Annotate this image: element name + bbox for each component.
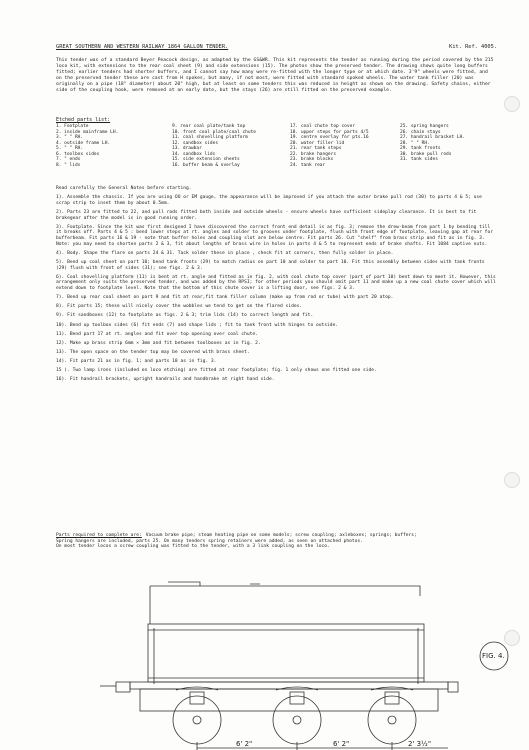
part-item: 30. brake pull rods bbox=[400, 151, 452, 157]
part-item: 13. drawbar bbox=[172, 146, 202, 151]
document-header bbox=[56, 44, 497, 54]
required-parts-line: Spring hangers are included, parts 25. On many tenders spring retainers were added, as seen on attached photos. bbox=[56, 538, 363, 544]
part-item: 23. brake blocks bbox=[290, 157, 334, 162]
part-item: 29. tank fronts bbox=[400, 146, 441, 151]
intro-paragraph: This tender was of a standard Beyer Peacock design, as adapted by the GS&WR. This kit represents the tender as running during the period covered by the 215 loco kit, with extensions to the rear coal sheet (9) and side extensions (15). The photos show the preserved tender. The drawing shows quite long buffers fitted; earlier tenders had shorter buffers, and I cannot say how many were re-fitted with the longer type or at which date. 3'9" wheels were fitted, and on the preserved tender these are cast from H spokes, but many, if not most, were fitted with standard spoked wheels. The water tank filler (20) was originally on a pipe (18" diameter) about 20" high, but at least on some tenders this was reduced in height as shown on the drawing. Safety chains, either side of the coupling hook, were removed at an early date, but the stays (26) are still fitted on the preserved example. bbox=[56, 58, 494, 93]
wheel-hub bbox=[193, 716, 201, 724]
parts-column-4 bbox=[400, 124, 465, 163]
figure-label: FIG. 4. bbox=[482, 652, 505, 660]
note-paragraph: 3). Footplate. Since the kit was first designed I have discovered the correct front end detail is as fig. 3; remove the drew-beam from part 1 by bending till it breaks off. Parts 4 & 5 : bend lower steps at rt. angles and solder to grooves under footplate, flush with front edge of footplate, leaving gap at rear for bufferbeam. Fit parts 16 & 19 - note that buffer holes and coupling slot are below centre. Fit parts 26. Cut "shelf" from brass strip and fit as in fig. 3. Note: you may need to shorten parts 2 & 3, fit about lengths of brass wire in holes in parts 4 & 5 to represent ends of brake shafts. Fit 1084 captive nuts. bbox=[56, 224, 493, 247]
part-item: 26. chain stays bbox=[400, 129, 441, 135]
axlebox bbox=[290, 692, 304, 704]
note-paragraph: 16). Fit handrail brackets, upright handrails and handbrake at right hand side. bbox=[56, 377, 275, 383]
wheel-hub bbox=[388, 716, 396, 724]
required-parts-section bbox=[56, 533, 496, 550]
assembly-notes bbox=[56, 186, 496, 386]
wheelbase-dimension: 6' 2" bbox=[333, 740, 350, 748]
rear-buffer-beam bbox=[116, 682, 130, 692]
note-paragraph: 10). Bend up toolbox sides (6) fit ends (7) and shape lids ; fit to tank front with hinges to outside. bbox=[56, 322, 339, 328]
kit-reference: Kit. Ref. 4005. bbox=[449, 44, 497, 50]
axlebox bbox=[190, 692, 204, 704]
required-parts-text: Vacuum brake pipe; steam heating pipe on some models; screw coupling; axleboxes; springs; buffers; bbox=[145, 533, 417, 538]
part-item: 14. sandbox lids bbox=[172, 151, 216, 157]
note-paragraph: 13). The open space on the tender top may be covered with brass sheet. bbox=[56, 349, 250, 355]
wheel bbox=[368, 696, 416, 744]
note-paragraph: 2). Parts 23 are fitted to 22, and pull rods fitted both inside and outside wheels - ensure wheels have sufficient sideplay clearance. It is best to fit brakegear after the model is in good running order. bbox=[56, 209, 477, 221]
coal-sheet-outline bbox=[150, 582, 420, 624]
note-paragraph: 11). Bend part 17 at rt. angles and fit over top opening over coal chute. bbox=[56, 331, 258, 337]
parts-column-1 bbox=[56, 124, 118, 168]
note-paragraph: 14). Fit parts 21 as in fig. 1; and parts 18 as in fig. 3. bbox=[56, 358, 217, 364]
required-parts-line: On most tender locos a screw coupling was fitted to the tender, with a 3 link coupling on the loco. bbox=[56, 544, 330, 550]
note-paragraph: 4). Body. Shape the flare on parts 24 & 31. Tack solder these in place , check fit at corners, then fully solder in place. bbox=[56, 250, 394, 256]
wheel bbox=[273, 696, 321, 744]
part-item: 11. coal shovelling platform bbox=[172, 135, 248, 140]
part-item: 10. front coal plate/coal chute bbox=[172, 129, 256, 135]
part-item: 2. inside mainframe LH. bbox=[56, 129, 119, 135]
etched-parts-heading: Etched parts list: bbox=[56, 117, 111, 123]
part-item: 20. water filler lid bbox=[290, 140, 345, 146]
part-item: 16. buffer beam & overlay bbox=[172, 162, 240, 168]
note-paragraph: 8). Fit parts 15; these will nicely cover the wobbles we tend to get on the flared sides. bbox=[56, 304, 303, 310]
leaf-springs bbox=[176, 687, 413, 690]
note-paragraph: 5). Bend up coal sheet on part 10; bend tank fronts (29) to match radius on part 10 and solder to part 10. Fit this assembly between sides with tank fronts (29) flush with front of sides (31); see figs. 2 & 3. bbox=[56, 259, 485, 271]
note-paragraph: 15 ). Two lamp irons (included on loco etching) are fitted at rear footplate; fig. 1 only shows one fitted one side. bbox=[56, 368, 377, 374]
overhang-dimension: 2' 3½" bbox=[408, 740, 432, 748]
wheel-hub bbox=[293, 716, 301, 724]
part-item: 12. sandbox sides bbox=[172, 140, 219, 146]
note-paragraph: 9). Fit sandboxes (12) to footplate as figs. 2 & 3; trim lids (14) to correct length and fit. bbox=[56, 313, 314, 319]
wheel bbox=[173, 696, 221, 744]
required-parts-label: Parts required to complete are: bbox=[56, 533, 142, 538]
part-item: 18. upper steps for parts 4/5 bbox=[290, 129, 369, 135]
tender-side-elevation-drawing bbox=[0, 572, 529, 750]
part-item: 6. toolbox sides bbox=[56, 151, 100, 157]
part-item: 22. brake hangers bbox=[290, 151, 337, 157]
part-item: 17. coal chute top cover bbox=[290, 124, 356, 129]
part-item: 21. rear tank steps bbox=[290, 146, 342, 151]
part-item: 19. centre overlay for pts.16 bbox=[290, 135, 369, 140]
document-title: GREAT SOUTHERN AND WESTERN RAILWAY 1864 GALLON TENDER. bbox=[56, 44, 229, 50]
front-buffer-beam bbox=[448, 682, 458, 692]
part-item: 8. " lids bbox=[56, 162, 81, 168]
note-paragraph: 12). Make up brass strip 6mm × 3mm and fit between toolboxes as in fig. 2. bbox=[56, 340, 261, 346]
parts-column-3 bbox=[290, 124, 369, 168]
tank-body bbox=[148, 624, 424, 682]
punch-hole bbox=[504, 472, 520, 488]
axlebox bbox=[385, 692, 399, 704]
part-item: 7. " ends bbox=[56, 157, 81, 162]
part-item: 31. tank sides bbox=[400, 157, 438, 162]
note-paragraph: 7). Bend up rear coal sheet on part 9 and fit at rear,fit tank filler column (make up from rod or tube) with part 20 atop. bbox=[56, 295, 394, 301]
part-item: 28. " " RH. bbox=[400, 140, 430, 146]
part-item: 15. side extension sheets bbox=[172, 157, 240, 162]
part-item: 24. tank rear bbox=[290, 162, 326, 168]
wheelbase-dimension: 6' 2" bbox=[236, 740, 253, 748]
part-item: 4. outside frame LH. bbox=[56, 140, 111, 146]
part-item: 1. Footplate bbox=[56, 124, 89, 129]
note-paragraph: Read carefully the General Notes before starting. bbox=[56, 186, 192, 191]
part-item: 9. rear coal plate/tank top bbox=[172, 124, 246, 129]
note-paragraph: 1). Assemble the chassis. If you are using OO or EM gauge, the appearance will be improved if you attach the outer brake pull rod (30) to parts 4 & 5; use scrap strip to inset them by about 0.5mm. bbox=[56, 195, 482, 206]
part-item: 25. spring hangers bbox=[400, 124, 449, 129]
part-item: 3. " " RH. bbox=[56, 135, 84, 140]
footplate bbox=[130, 682, 448, 689]
part-item: 5. " " RH. bbox=[56, 146, 84, 151]
part-item: 27. handrail bracket LH. bbox=[400, 135, 466, 140]
punch-hole bbox=[504, 96, 520, 112]
parts-column-2 bbox=[172, 124, 256, 168]
note-paragraph: 6). Coal shovelling platform (11) is bent at rt. angle and fitted as in fig. 2, with coal chute top cover (part of part 10) bent down to meet it. However, this arrangement only suits the preserved tender, and was added by the RPSI; for other periods you should omit part 11 and make up a new coal chute cover which will extend down to footplate level. Note that the bottom of this chute cover is a lifting door, see figs. 2 & 3. bbox=[56, 274, 496, 292]
